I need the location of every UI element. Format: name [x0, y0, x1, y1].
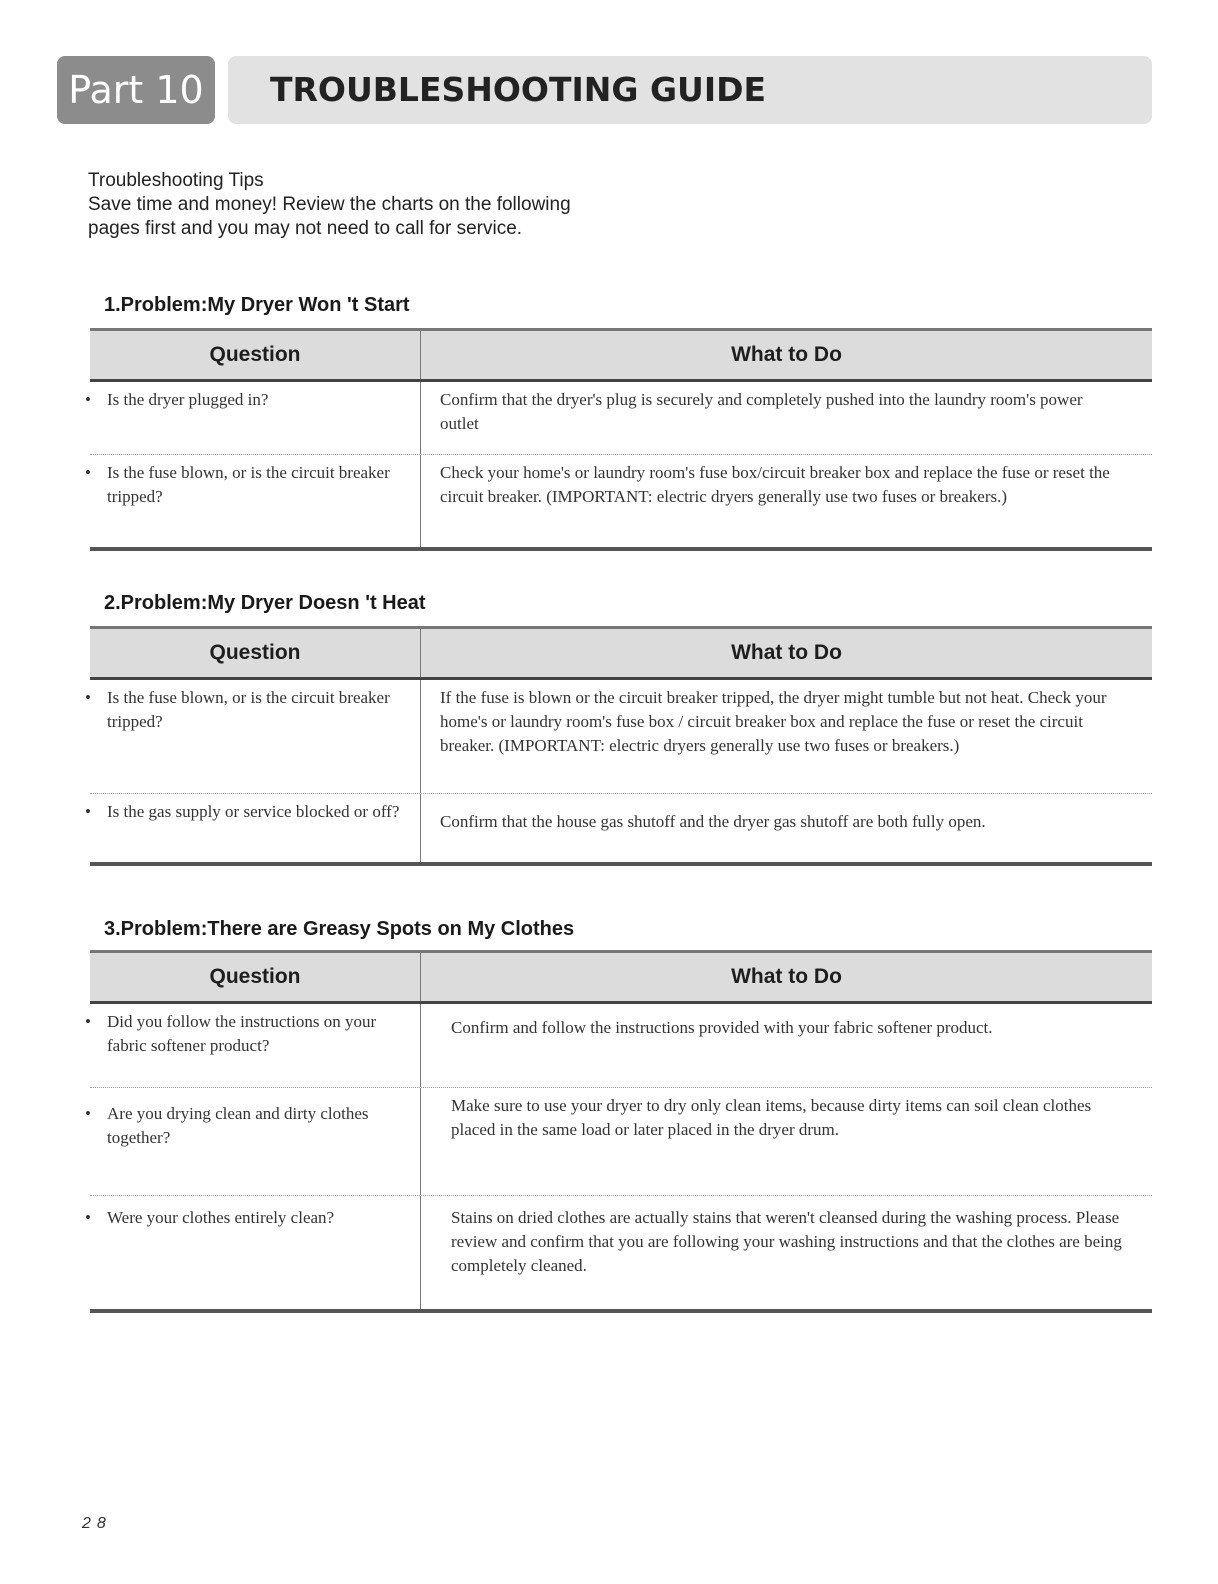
- troubleshooting-table: [85, 328, 1152, 551]
- table-row: [85, 382, 1152, 455]
- question-cell: • Is the dryer plugged in?: [85, 390, 269, 409]
- question-text: Is the fuse blown, or is the circuit breaker tripped?: [107, 463, 390, 506]
- table-row: [85, 455, 1152, 551]
- answer-cell: If the fuse is blown or the circuit breaker tripped, the dryer might tumble but not heat. Check your home's or laundry room's fuse box / circuit breaker box and replace the fuse or reset the circuit breaker. (IMPORTANT: electric dryers generally use two fuses or breakers.): [420, 680, 1152, 793]
- part-badge: Part 10: [57, 56, 215, 124]
- question-cell: • Is the gas supply or service blocked or off?: [85, 802, 400, 821]
- answer-cell: Confirm that the dryer's plug is securely and completely pushed into the laundry room's power outlet: [420, 382, 1152, 454]
- question-text: Is the gas supply or service blocked or off?: [107, 802, 400, 821]
- question-cell: • Did you follow the instructions on your fabric softener product?: [85, 1012, 377, 1055]
- question-cell: • Were your clothes entirely clean?: [85, 1208, 335, 1227]
- table-row: [85, 1004, 1152, 1088]
- column-header-question: Question: [209, 965, 301, 988]
- page-number: 28: [82, 1515, 112, 1532]
- question-cell: • Are you drying clean and dirty clothes together?: [85, 1104, 369, 1147]
- question-cell: • Is the fuse blown, or is the circuit breaker tripped?: [85, 463, 390, 506]
- table-row: [85, 794, 1152, 866]
- column-header-what-to-do: What to Do: [420, 953, 1152, 1001]
- answer-cell: Stains on dried clothes are actually stains that weren't cleansed during the washing process. Please review and confirm that you are following your washing instructions and that the clothes are being completely cleaned.: [420, 1196, 1152, 1309]
- table-header: [90, 626, 1152, 680]
- problem-heading: 2.Problem:My Dryer Doesn 't Heat: [104, 592, 426, 614]
- table-header: [90, 950, 1152, 1004]
- intro-line: Troubleshooting Tips: [88, 170, 264, 191]
- column-header-question: Question: [209, 641, 301, 664]
- answer-cell: Make sure to use your dryer to dry only clean items, because dirty items can soil clean clothes placed in the same load or later placed in the dryer drum.: [420, 1088, 1152, 1195]
- question-cell: • Is the fuse blown, or is the circuit breaker tripped?: [85, 688, 390, 731]
- question-text: Are you drying clean and dirty clothes together?: [107, 1104, 369, 1147]
- problem-heading: 1.Problem:My Dryer Won 't Start: [104, 294, 410, 316]
- question-text: Were your clothes entirely clean?: [107, 1208, 335, 1227]
- title-bar: [228, 56, 1152, 124]
- page-title: TROUBLESHOOTING GUIDE: [270, 70, 767, 109]
- table-row: [85, 1196, 1152, 1313]
- answer-cell: Confirm that the house gas shutoff and the dryer gas shutoff are both fully open.: [420, 794, 1152, 862]
- troubleshooting-table: [85, 950, 1152, 1313]
- intro-text: [88, 169, 571, 241]
- question-text: Is the fuse blown, or is the circuit breaker tripped?: [107, 688, 390, 731]
- column-header-what-to-do: What to Do: [420, 629, 1152, 677]
- answer-cell: Confirm and follow the instructions provided with your fabric softener product.: [420, 1004, 1152, 1087]
- problem-heading: 3.Problem:There are Greasy Spots on My Clothes: [104, 918, 575, 940]
- column-header-question: Question: [209, 343, 301, 366]
- intro-line: pages first and you may not need to call for service.: [88, 218, 523, 239]
- question-text: Did you follow the instructions on your fabric softener product?: [107, 1012, 377, 1055]
- table-row: [85, 1088, 1152, 1196]
- answer-cell: Check your home's or laundry room's fuse box/circuit breaker box and replace the fuse or reset the circuit breaker. (IMPORTANT: electric dryers generally use two fuses or breakers.): [420, 455, 1152, 547]
- troubleshooting-table: [85, 626, 1152, 866]
- table-row: [85, 680, 1152, 794]
- question-text: Is the dryer plugged in?: [107, 390, 269, 409]
- table-header: [90, 328, 1152, 382]
- column-header-what-to-do: What to Do: [420, 331, 1152, 379]
- intro-line: Save time and money! Review the charts on the following: [88, 194, 571, 215]
